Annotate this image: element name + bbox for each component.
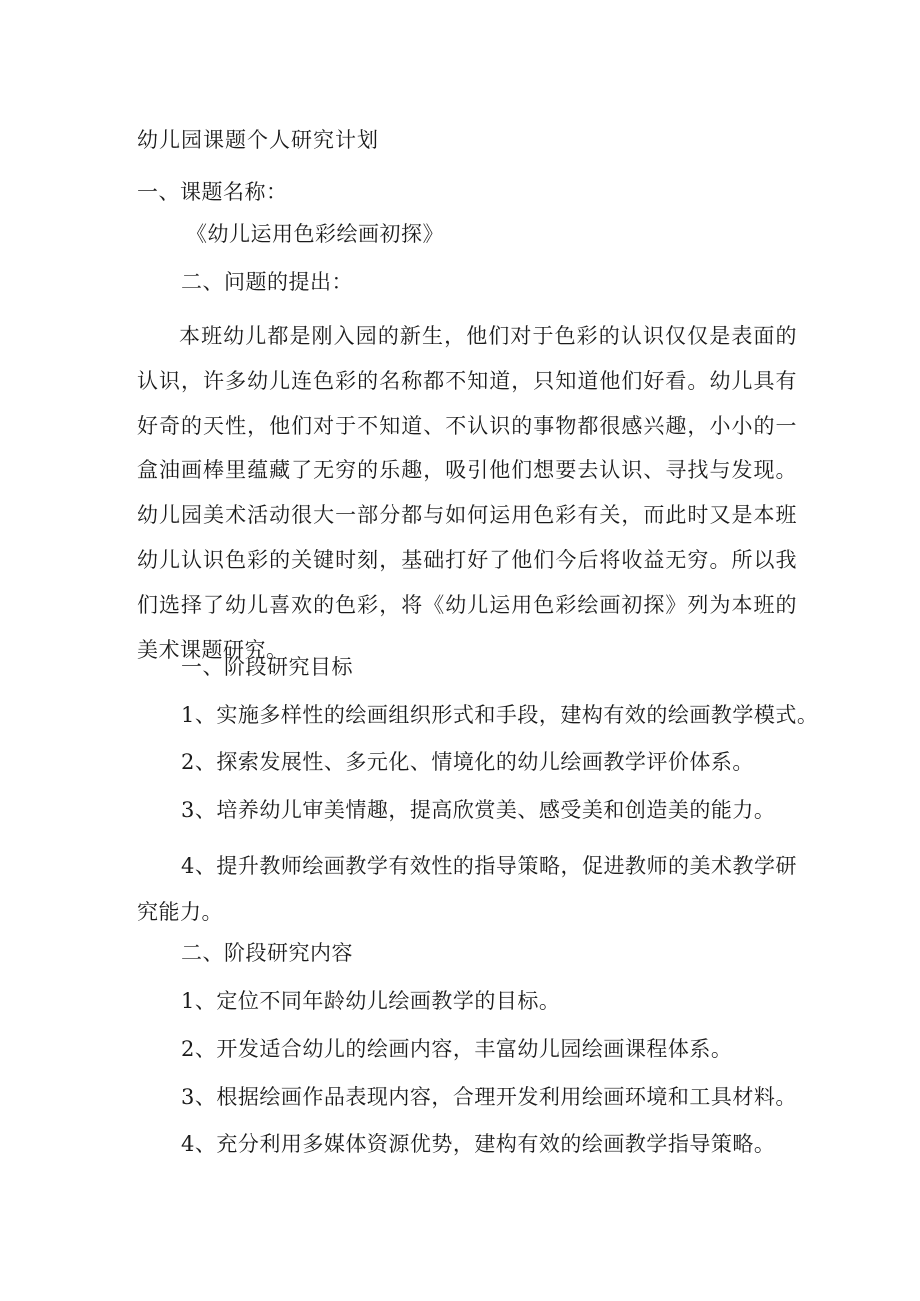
section-topic-heading: 一、课题名称： <box>137 180 288 204</box>
content-heading: 二、阶段研究内容 <box>181 941 353 965</box>
content-item: 3、根据绘画作品表现内容，合理开发利用绘画环境和工具材料。 <box>181 1085 797 1109</box>
goals-heading: 一、阶段研究目标 <box>181 655 353 679</box>
content-item: 4、充分利用多媒体资源优势，建构有效的绘画教学指导策略。 <box>181 1132 776 1156</box>
goal-item: 4、提升教师绘画教学有效性的指导策略，促进教师的美术教学研究能力。 <box>137 854 797 924</box>
problem-paragraph: 本班幼儿都是刚入园的新生，他们对于色彩的认识仅仅是表面的认识，许多幼儿连色彩的名称都不知道，只知道他们好看。幼儿具有好奇的天性，他们对于不知道、不认识的事物都很感兴趣，小小的一盒油画棒里蕴藏了无穷的乐趣，吸引他们想要去认识、寻找与发现。幼儿园美术活动很大一部分都与如何运用色彩有关，而此时又是本班幼儿认识色彩的关键时刻，基础打好了他们今后将收益无穷。所以我们选择了幼儿喜欢的色彩，将《幼儿运用色彩绘画初探》列为本班的美术课题研究。 <box>137 324 797 662</box>
content-item: 1、定位不同年龄幼儿绘画教学的目标。 <box>181 989 561 1013</box>
goal-item: 2、探索发展性、多元化、情境化的幼儿绘画教学评价体系。 <box>181 750 754 774</box>
content-item: 2、开发适合幼儿的绘画内容，丰富幼儿园绘画课程体系。 <box>181 1037 733 1061</box>
document-title: 幼儿园课题个人研究计划 <box>137 128 379 152</box>
goal-item: 3、培养幼儿审美情趣，提高欣赏美、感受美和创造美的能力。 <box>181 798 776 822</box>
goal-item: 1、实施多样性的绘画组织形式和手段，建构有效的绘画教学模式。 <box>181 703 819 727</box>
topic-name: 《幼儿运用色彩绘画初探》 <box>186 222 444 246</box>
section-problem-heading: 二、问题的提出： <box>181 270 353 294</box>
